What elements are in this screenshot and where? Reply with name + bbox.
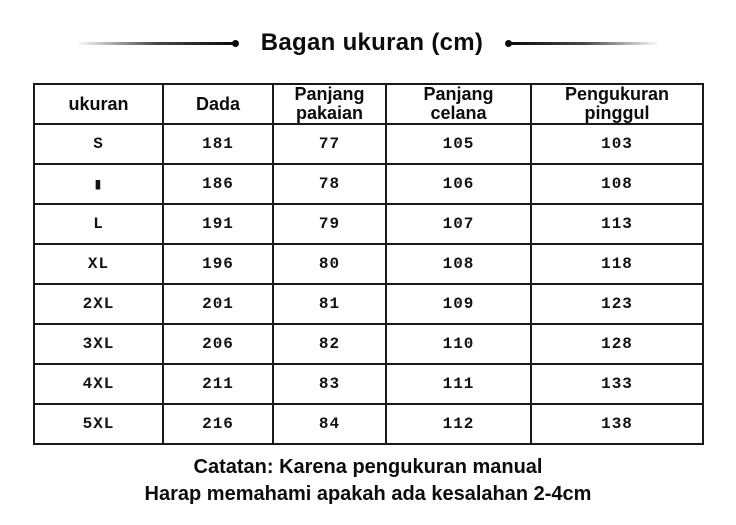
measurement-note xyxy=(0,454,736,508)
size-cell: 4XL xyxy=(34,364,163,404)
value-cell: 110 xyxy=(386,324,531,364)
value-cell: 103 xyxy=(531,124,703,164)
size-cell: ▮ xyxy=(34,164,163,204)
header-line: Dada xyxy=(195,93,240,114)
value-cell: 138 xyxy=(531,404,703,444)
size-cell: S xyxy=(34,124,163,164)
chart-title-row xyxy=(0,22,736,64)
header-line: pinggul xyxy=(584,103,650,123)
value-cell: 81 xyxy=(273,284,386,324)
table-row xyxy=(34,124,703,164)
value-cell: 112 xyxy=(386,404,531,444)
decoration-dot-left xyxy=(232,40,239,47)
note-line-1: Catatan: Karena pengukuran manual xyxy=(193,456,543,478)
table-row xyxy=(34,244,703,284)
value-cell: 186 xyxy=(163,164,273,204)
value-cell: 133 xyxy=(531,364,703,404)
value-cell: 128 xyxy=(531,324,703,364)
value-cell: 118 xyxy=(531,244,703,284)
value-cell: 108 xyxy=(531,164,703,204)
value-cell: 216 xyxy=(163,404,273,444)
header-line: ukuran xyxy=(68,93,129,114)
title-decoration-right xyxy=(505,40,660,47)
size-cell: 5XL xyxy=(34,404,163,444)
value-cell: 82 xyxy=(273,324,386,364)
table-row xyxy=(34,284,703,324)
value-cell: 109 xyxy=(386,284,531,324)
header-line: Panjang xyxy=(423,84,494,104)
size-chart-table xyxy=(33,83,704,445)
value-cell: 84 xyxy=(273,404,386,444)
header-cell-ukuran xyxy=(34,84,163,124)
page-title: Bagan ukuran (cm) xyxy=(260,29,484,56)
header-line: pakaian xyxy=(295,103,364,123)
header-cell-panjang-pakaian xyxy=(273,84,386,124)
value-cell: 79 xyxy=(273,204,386,244)
table-row xyxy=(34,204,703,244)
size-cell: L xyxy=(34,204,163,244)
title-decoration-left xyxy=(76,40,239,47)
value-cell: 181 xyxy=(163,124,273,164)
header-line: Panjang xyxy=(294,84,365,104)
value-cell: 77 xyxy=(273,124,386,164)
table-header-row xyxy=(34,84,703,124)
table-row xyxy=(34,364,703,404)
header-cell-panjang-celana xyxy=(386,84,531,124)
value-cell: 113 xyxy=(531,204,703,244)
value-cell: 111 xyxy=(386,364,531,404)
header-cell-dada xyxy=(163,84,273,124)
note-line-2: Harap memahami apakah ada kesalahan 2-4cm xyxy=(144,483,592,505)
header-cell-pengukuran-pinggul xyxy=(531,84,703,124)
decoration-line-right xyxy=(510,42,660,45)
value-cell: 196 xyxy=(163,244,273,284)
size-cell: 3XL xyxy=(34,324,163,364)
value-cell: 123 xyxy=(531,284,703,324)
decoration-line-left xyxy=(76,42,234,45)
size-cell: XL xyxy=(34,244,163,284)
value-cell: 80 xyxy=(273,244,386,284)
header-line: celana xyxy=(430,103,487,123)
value-cell: 191 xyxy=(163,204,273,244)
table-row xyxy=(34,164,703,204)
value-cell: 211 xyxy=(163,364,273,404)
value-cell: 78 xyxy=(273,164,386,204)
value-cell: 105 xyxy=(386,124,531,164)
table-row xyxy=(34,404,703,444)
table-row xyxy=(34,324,703,364)
size-cell: 2XL xyxy=(34,284,163,324)
value-cell: 83 xyxy=(273,364,386,404)
value-cell: 108 xyxy=(386,244,531,284)
value-cell: 201 xyxy=(163,284,273,324)
value-cell: 107 xyxy=(386,204,531,244)
value-cell: 106 xyxy=(386,164,531,204)
header-line: Pengukuran xyxy=(564,84,670,104)
value-cell: 206 xyxy=(163,324,273,364)
